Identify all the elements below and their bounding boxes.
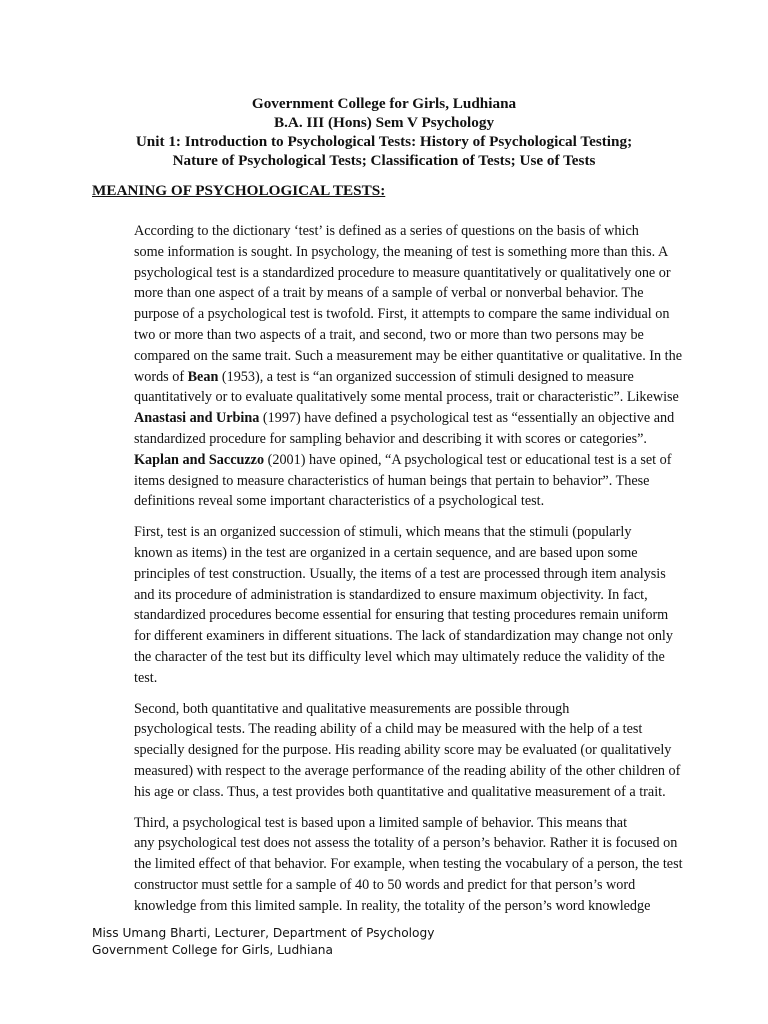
section-heading: MEANING OF PSYCHOLOGICAL TESTS: bbox=[92, 182, 386, 199]
text-line: According to the dictionary ‘test’ is defined as a series of questions on the basis of which bbox=[134, 223, 639, 239]
author-name-kaplan-saccuzzo: Kaplan and Saccuzzo bbox=[134, 451, 265, 468]
paragraph-3 bbox=[92, 699, 681, 803]
text-run: (2001) have opined, “A psychological test or educational test is a set of bbox=[264, 451, 672, 468]
text-line: more than one aspect of a trait by means of a sample of verbal or nonverbal behavior. The bbox=[134, 285, 644, 302]
text-line: the limited effect of that behavior. For example, when testing the vocabulary of a person, the test bbox=[134, 856, 683, 873]
text-line: two or more than two aspects of a trait, and second, two or more than two persons may be bbox=[134, 326, 644, 343]
text-line: measured) with respect to the average performance of the reading ability of the other children of bbox=[134, 762, 681, 779]
text-line bbox=[92, 450, 676, 471]
author-name-anastasi-urbina: Anastasi and Urbina bbox=[134, 410, 260, 427]
text-line: some information is sought. In psychology, the meaning of test is something more than this. A bbox=[134, 243, 669, 260]
unit-subtitle: Nature of Psychological Tests; Classification of Tests; Use of Tests bbox=[172, 152, 596, 169]
page-footer bbox=[92, 925, 434, 959]
text-line: Second, both quantitative and qualitative measurements are possible through bbox=[134, 700, 570, 717]
text-line: any psychological test does not assess the totality of a person’s behavior. Rather it is focused on bbox=[134, 835, 678, 852]
text-line: quantitatively or to evaluate qualitatively some mental process, trait or characteristic”. Likewise bbox=[134, 389, 679, 406]
text-line: his age or class. Thus, a test provides both quantitative and qualitative measurement of a trait. bbox=[134, 783, 666, 800]
document-body bbox=[92, 221, 683, 927]
text-run: (1997) have defined a psychological test as “essentially an objective and bbox=[259, 410, 675, 427]
text-line: standardized procedure for sampling behavior and describing it with scores or categories”. bbox=[134, 430, 647, 447]
paragraph-2 bbox=[92, 522, 676, 688]
document-header bbox=[60, 94, 708, 170]
text-line: psychological test is a standardized procedure to measure quantitatively or qualitatively one or bbox=[134, 264, 671, 281]
footer-author: Miss Umang Bharti, Lecturer, Department of Psychology bbox=[92, 926, 435, 940]
text-line: and its procedure of administration is standardized to ensure maximum objectivity. In fact, bbox=[134, 586, 648, 603]
author-name-bean: Bean bbox=[187, 368, 219, 385]
text-line: psychological tests. The reading ability of a child may be measured with the help of a test bbox=[134, 721, 643, 738]
text-line: specially designed for the purpose. His reading ability score may be evaluated (or qualitatively bbox=[134, 742, 672, 759]
footer-institution: Government College for Girls, Ludhiana bbox=[92, 943, 333, 957]
text-run: words of bbox=[134, 368, 188, 385]
text-line: definitions reveal some important characteristics of a psychological test. bbox=[134, 493, 545, 510]
text-line: the character of the test but its difficulty level which may ultimately reduce the validity of the bbox=[134, 648, 665, 665]
paragraph-4 bbox=[92, 813, 683, 917]
text-line: known as items) in the test are organized in a certain sequence, and are based upon some bbox=[134, 544, 638, 561]
text-line: constructor must settle for a sample of 40 to 50 words and predict for that person’s word bbox=[134, 876, 636, 893]
text-run: (1953), a test is “an organized succession of stimuli designed to measure bbox=[218, 368, 634, 385]
text-line: First, test is an organized succession of stimuli, which means that the stimuli (popularly bbox=[134, 524, 632, 541]
text-line bbox=[92, 408, 676, 429]
text-line: knowledge from this limited sample. In reality, the totality of the person’s word knowledge bbox=[134, 897, 651, 914]
text-line: principles of test construction. Usually, the items of a test are processed through item analysis bbox=[134, 565, 666, 582]
text-line bbox=[92, 367, 676, 388]
text-line: compared on the same trait. Such a measurement may be either quantitative or qualitative. In the bbox=[134, 347, 682, 364]
text-line: for different examiners in different situations. The lack of standardization may change not only bbox=[134, 628, 673, 645]
text-line: items designed to measure characteristics of human beings that pertain to behavior”. These bbox=[134, 472, 650, 489]
college-name: Government College for Girls, Ludhiana bbox=[251, 95, 517, 112]
text-line: purpose of a psychological test is twofold. First, it attempts to compare the same individual on bbox=[134, 306, 670, 323]
course-title: B.A. III (Hons) Sem V Psychology bbox=[273, 114, 495, 131]
text-line: test. bbox=[134, 669, 158, 686]
text-line: standardized procedures become essential for ensuring that testing procedures remain uniform bbox=[134, 607, 669, 624]
unit-title: Unit 1: Introduction to Psychological Tests: History of Psychological Testing; bbox=[135, 133, 633, 150]
paragraph-1 bbox=[92, 221, 682, 512]
text-line: Third, a psychological test is based upon a limited sample of behavior. This means that bbox=[134, 814, 628, 831]
